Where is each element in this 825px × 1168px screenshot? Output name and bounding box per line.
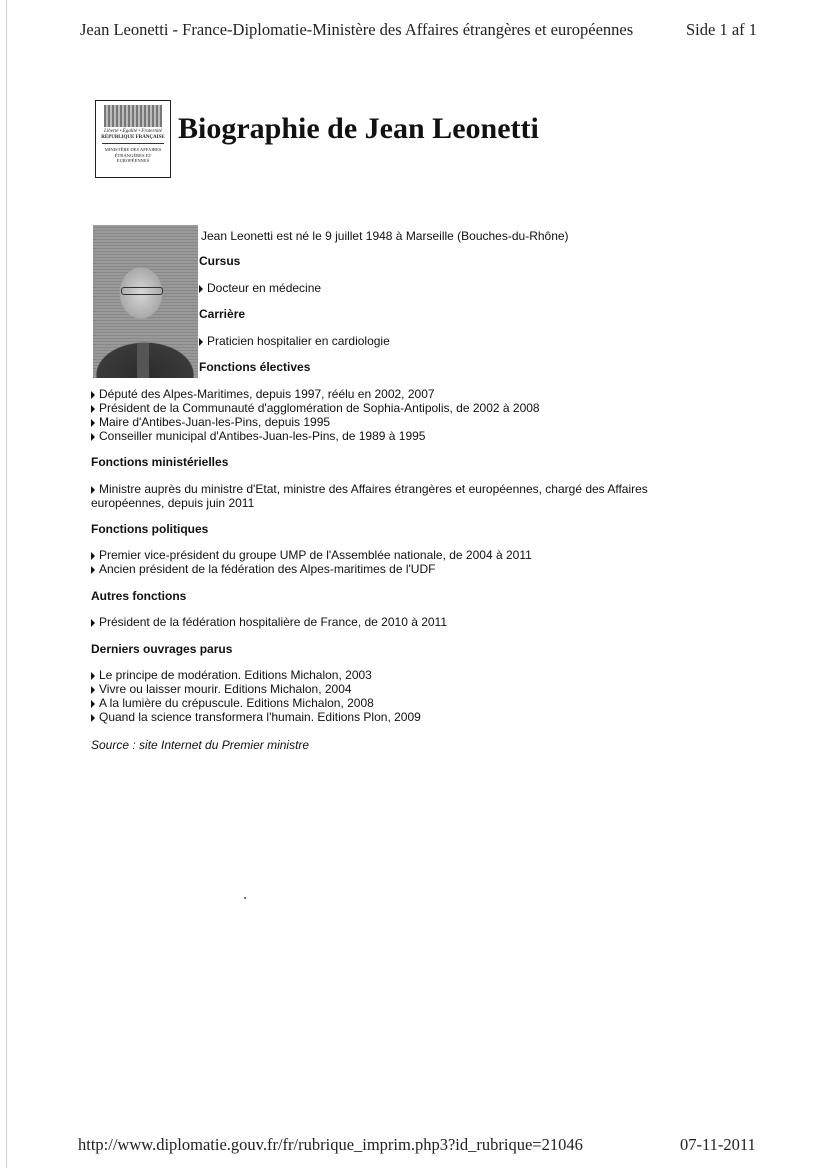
list-item: Ministre auprès du ministre d'Etat, ministre des Affaires étrangères et européennes, chargé des Affaires: [91, 482, 648, 496]
list-item: Député des Alpes-Maritimes, depuis 1997, réélu en 2002, 2007: [91, 387, 435, 401]
source-note: Source : site Internet du Premier ministre: [91, 738, 310, 752]
page-title: Biographie de Jean Leonetti: [178, 112, 539, 145]
heading-derniers-ouvrages: Derniers ouvrages parus: [91, 642, 233, 656]
heading-fonctions-electives: Fonctions électives: [199, 360, 311, 374]
list-item: Docteur en médecine: [199, 281, 321, 295]
heading-cursus: Cursus: [199, 254, 241, 268]
heading-carriere: Carrière: [199, 307, 246, 321]
list-item: Ancien président de la fédération des Alpes-maritimes de l'UDF: [91, 562, 435, 576]
list-item: Conseiller municipal d'Antibes-Juan-les-Pins, de 1989 à 1995: [91, 429, 425, 443]
heading-fonctions-politiques: Fonctions politiques: [91, 522, 209, 536]
list-item: Premier vice-président du groupe UMP de l'Assemblée nationale, de 2004 à 2011: [91, 548, 532, 562]
intro-text: Jean Leonetti est né le 9 juillet 1948 à Marseille (Bouches-du-Rhône): [201, 229, 569, 243]
marianne-emblem-icon: [104, 105, 162, 127]
list-item: Praticien hospitalier en cardiologie: [199, 334, 390, 348]
photo-tie: [137, 343, 149, 378]
ministry-logo: [95, 100, 171, 178]
list-item: Président de la Communauté d'agglomération de Sophia-Antipolis, de 2002 à 2008: [91, 401, 540, 415]
print-page-number: Side 1 af 1: [686, 20, 758, 39]
list-item: Quand la science transformera l'humain. Editions Plon, 2009: [91, 710, 421, 724]
logo-divider: [102, 143, 164, 144]
print-footer-date: 07-11-2011: [680, 1135, 756, 1154]
logo-republic: RÉPUBLIQUE FRANÇAISE: [101, 135, 165, 140]
list-item-continuation: européennes, depuis juin 2011: [91, 496, 255, 510]
heading-fonctions-ministerielles: Fonctions ministérielles: [91, 455, 229, 469]
list-item: A la lumière du crépuscule. Editions Michalon, 2008: [91, 696, 374, 710]
list-item: Le principe de modération. Editions Michalon, 2003: [91, 668, 372, 682]
print-header-title: Jean Leonetti - France-Diplomatie-Ministère des Affaires étrangères et européennes: [80, 20, 634, 39]
portrait-photo: [93, 225, 198, 378]
list-item: Maire d'Antibes-Juan-les-Pins, depuis 1995: [91, 415, 330, 429]
photo-glasses: [121, 287, 163, 295]
list-item: Vivre ou laisser mourir. Editions Michalon, 2004: [91, 682, 352, 696]
heading-autres-fonctions: Autres fonctions: [91, 589, 187, 603]
logo-ministry: MINISTÈRE DES AFFAIRES ÉTRANGÈRES ET EUROPÉENNES: [104, 147, 162, 163]
list-item: Président de la fédération hospitalière de France, de 2010 à 2011: [91, 615, 447, 629]
print-footer-url: http://www.diplomatie.gouv.fr/fr/rubrique_imprim.php3?id_rubrique=21046: [78, 1135, 583, 1154]
scan-edge-line: [6, 0, 7, 1168]
scan-speck: [244, 897, 246, 899]
logo-motto: Liberté • Égalité • Fraternité: [104, 129, 162, 134]
